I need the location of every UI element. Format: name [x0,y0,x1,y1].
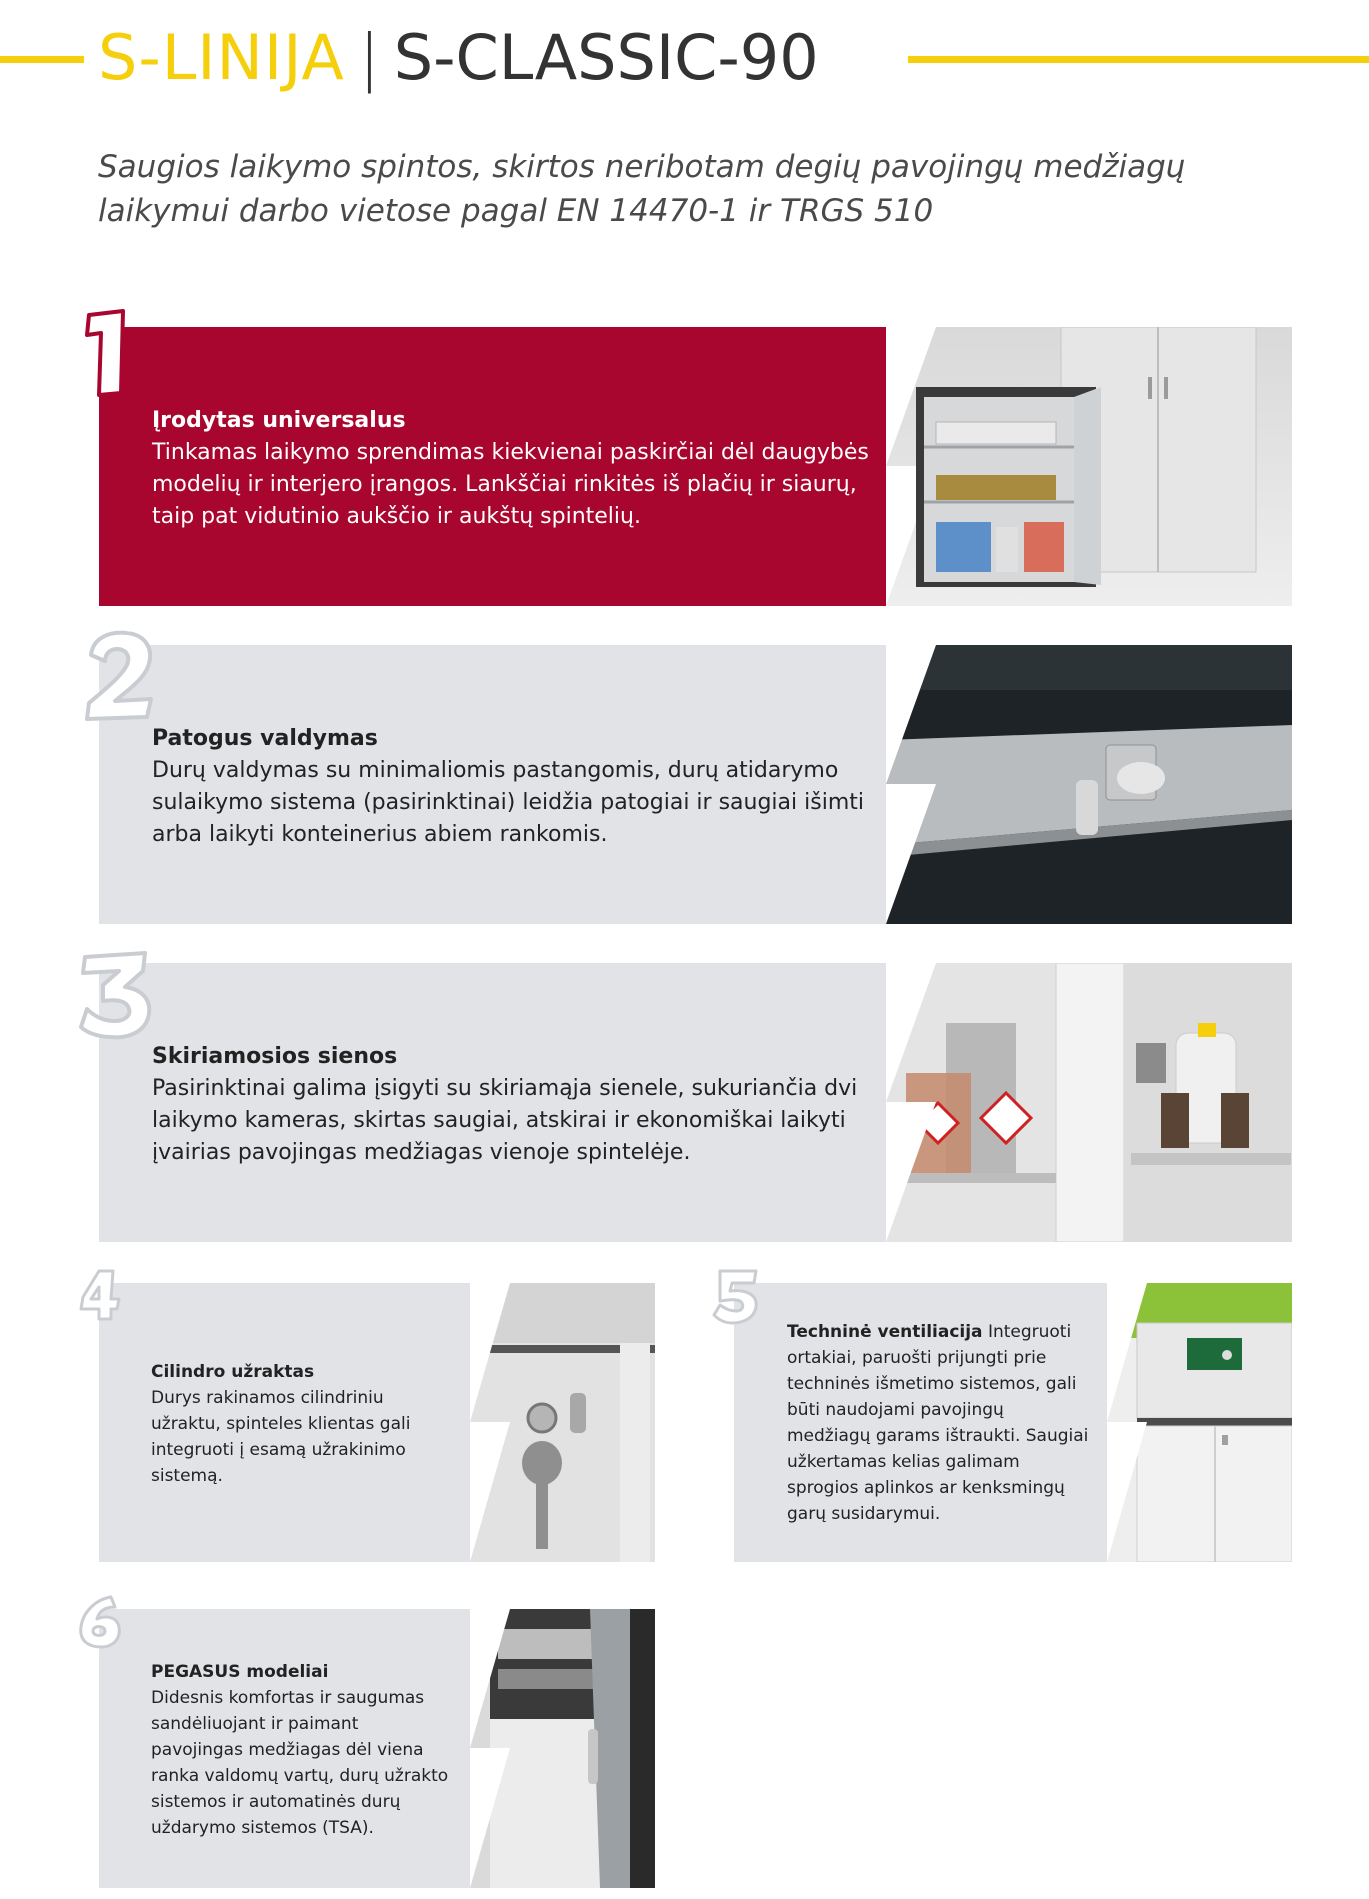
feature-title-3: Skiriamosios sienos [152,1044,398,1069]
page-title [98,20,819,96]
feature-card-3 [99,963,1292,1242]
subtitle-line-2: laikymui darbo vietose pagal EN 14470-1 ir TRGS 510 [98,193,934,229]
feature-card-4 [99,1283,655,1562]
door-hold-photo [886,645,1292,924]
partition-wall-photo [886,963,1292,1242]
ventilation-photo [1107,1283,1292,1562]
feature-title-5: Techninė ventiliacija [787,1322,983,1342]
feature-title-2: Patogus valdymas [152,726,378,751]
feature-title-6: PEGASUS modeliai [151,1662,329,1682]
feature-text-3 [152,1041,882,1169]
feature-number-1 [83,309,141,399]
feature-text-1 [152,405,882,533]
header-rule-left [0,56,84,63]
feature-body-1: Tinkamas laikymo sprendimas kiekvienai paskirčiai dėl daugybės modelių ir interjero įrangos. Lankščiai rinkitės iš plačių ir siaurų, taip pat vidutinio aukščio ir aukštų spintelių. [152,440,869,529]
feature-text-5 [787,1319,1092,1527]
feature-number-5 [712,1267,762,1325]
subtitle-line-1: Saugios laikymo spintos, skirtos neribotam degių pavojingų medžiagų [98,149,1186,185]
feature-number-4 [77,1267,125,1323]
pegasus-photo [470,1609,655,1888]
feature-body-3: Pasirinktinai galima įsigyti su skiriamąja sienele, sukuriančia dvi laikymo kameras, skirtas saugiai, atskirai ir ekonomiškai laikyti įvairias pavojingas medžiagas vienoje spintelėje. [152,1076,858,1165]
feature-text-4 [151,1359,451,1489]
feature-title-1: Įrodytas universalus [152,408,406,433]
feature-body-4: Durys rakinamos cilindriniu užraktu, spinteles klientas gali integruoti į esamą užrakinimo sistemą. [151,1388,411,1486]
feature-card-5 [734,1283,1292,1562]
feature-number-3 [77,947,159,1041]
brand-name: S-LINIJA [98,21,345,94]
feature-card-6 [99,1609,655,1888]
feature-number-6 [77,1593,123,1649]
feature-title-4: Cilindro užraktas [151,1362,315,1382]
feature-body-2: Durų valdymas su minimaliomis pastangomis, durų atidarymo sulaikymo sistema (pasirinktinai) leidžia patogiai ir saugiai išimti arba laikyti konteinerius abiem rankomis. [152,758,864,847]
feature-number-2 [81,629,159,723]
page-subtitle [98,145,1198,233]
feature-body-5: Integruoti ortakiai, paruošti prijungti prie techninės išmetimo sistemos, gali būti naudojami pavojingų medžiagų garams ištraukti. Saugiai užkertamas kelias galimam sprogios aplinkos ar kenksmingų garų susidarymui. [787,1322,1089,1524]
cabinet-photo [886,327,1292,606]
title-separator: | [358,21,380,94]
cylinder-lock-photo [470,1283,655,1562]
feature-card-2 [99,645,1292,924]
model-name: S-CLASSIC-90 [393,21,819,94]
feature-body-6: Didesnis komfortas ir saugumas sandėliuojant ir paimant pavojingas medžiagas dėl viena ranka valdomų vartų, durų užrakto sistemos ir automatinės durų uždarymo sistemos (TSA). [151,1688,449,1838]
feature-text-6 [151,1659,451,1841]
header-rule-right [908,56,1369,63]
feature-card-1 [99,327,1292,606]
feature-text-2 [152,723,882,851]
